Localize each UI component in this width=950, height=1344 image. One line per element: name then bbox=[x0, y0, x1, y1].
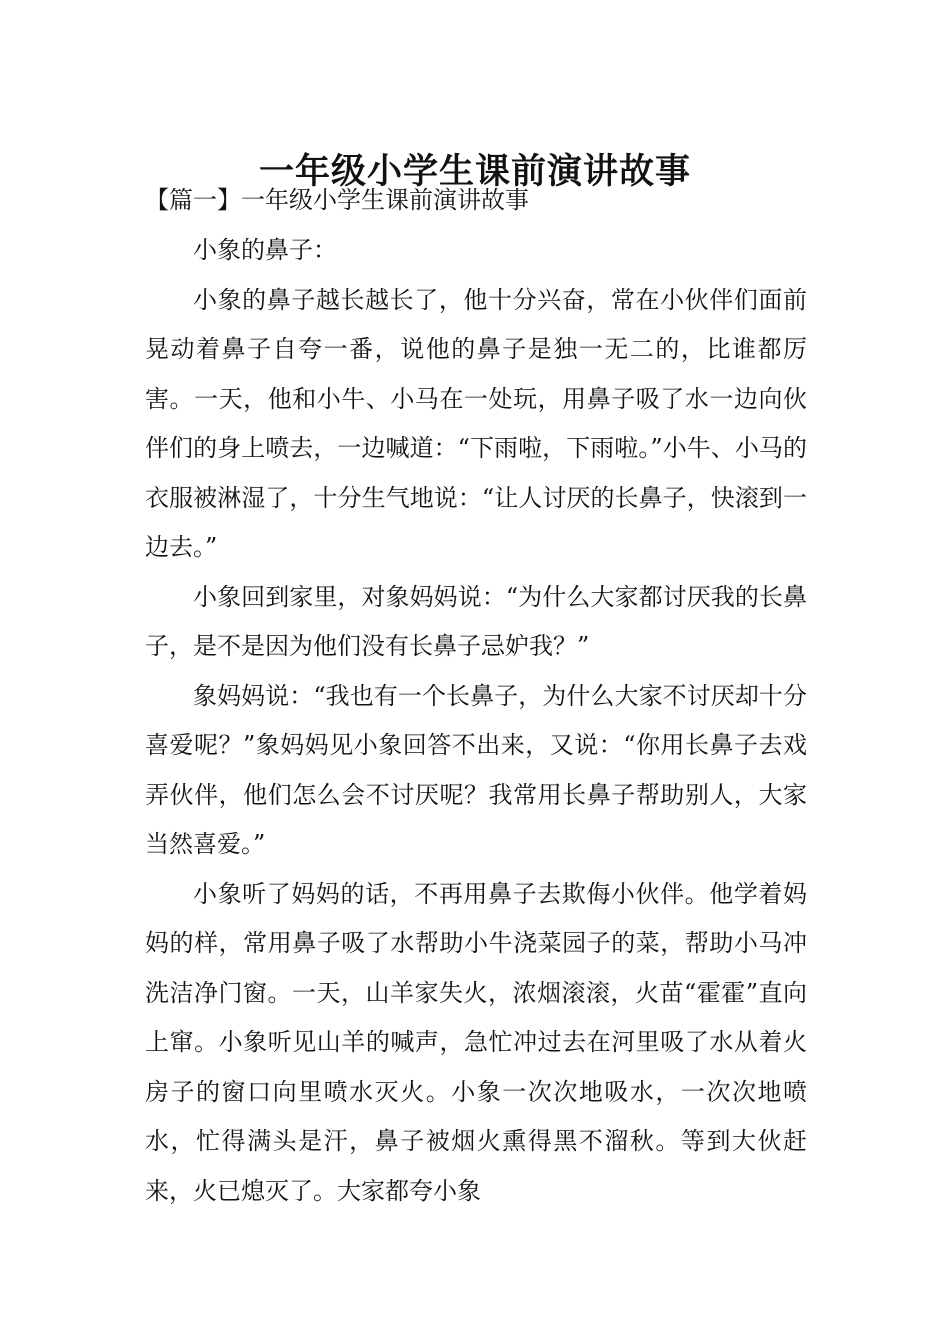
story-subtitle: 小象的鼻子： bbox=[193, 236, 337, 264]
story-paragraph: 小象听了妈妈的话，不再用鼻子去欺侮小伙伴。他学着妈妈的样，常用鼻子吸了水帮助小牛浇菜园子的菜，帮助小马冲洗洁净门窗。一天，山羊家失火，浓烟滚滚，火苗“霍霍”直向上窜。小象听见山羊的喊声，急忙冲过去在河里吸了水从着火房子的窗口向里喷水灭火。小象一次次地吸水，一次次地喷水，忙得满头是汗，鼻子被烟火熏得黑不溜秋。等到大伙赶来，火已熄灭了。大家都夸小象 bbox=[145, 879, 807, 1205]
story-paragraph: 象妈妈说：“我也有一个长鼻子，为什么大家不讨厌却十分喜爱呢？”象妈妈见小象回答不出来，又说：“你用长鼻子去戏弄伙伴，他们怎么会不讨厌呢？我常用长鼻子帮助别人，大家当然喜爱。” bbox=[145, 681, 807, 858]
section-heading: 【篇一】一年级小学生课前演讲故事 bbox=[145, 186, 529, 214]
story-paragraph: 小象回到家里，对象妈妈说：“为什么大家都讨厌我的长鼻子，是不是因为他们没有长鼻子忌妒我？” bbox=[145, 582, 807, 660]
story-body bbox=[145, 226, 807, 1216]
document-title: 一年级小学生课前演讲故事 bbox=[258, 152, 691, 193]
story-paragraph: 小象的鼻子越长越长了，他十分兴奋，常在小伙伴们面前晃动着鼻子自夸一番，说他的鼻子是独一无二的，比谁都厉害。一天，他和小牛、小马在一处玩，用鼻子吸了水一边向伙伴们的身上喷去，一边喊道：“下雨啦，下雨啦。”小牛、小马的衣服被淋湿了，十分生气地说：“让人讨厌的长鼻子，快滚到一边去。” bbox=[145, 285, 807, 561]
